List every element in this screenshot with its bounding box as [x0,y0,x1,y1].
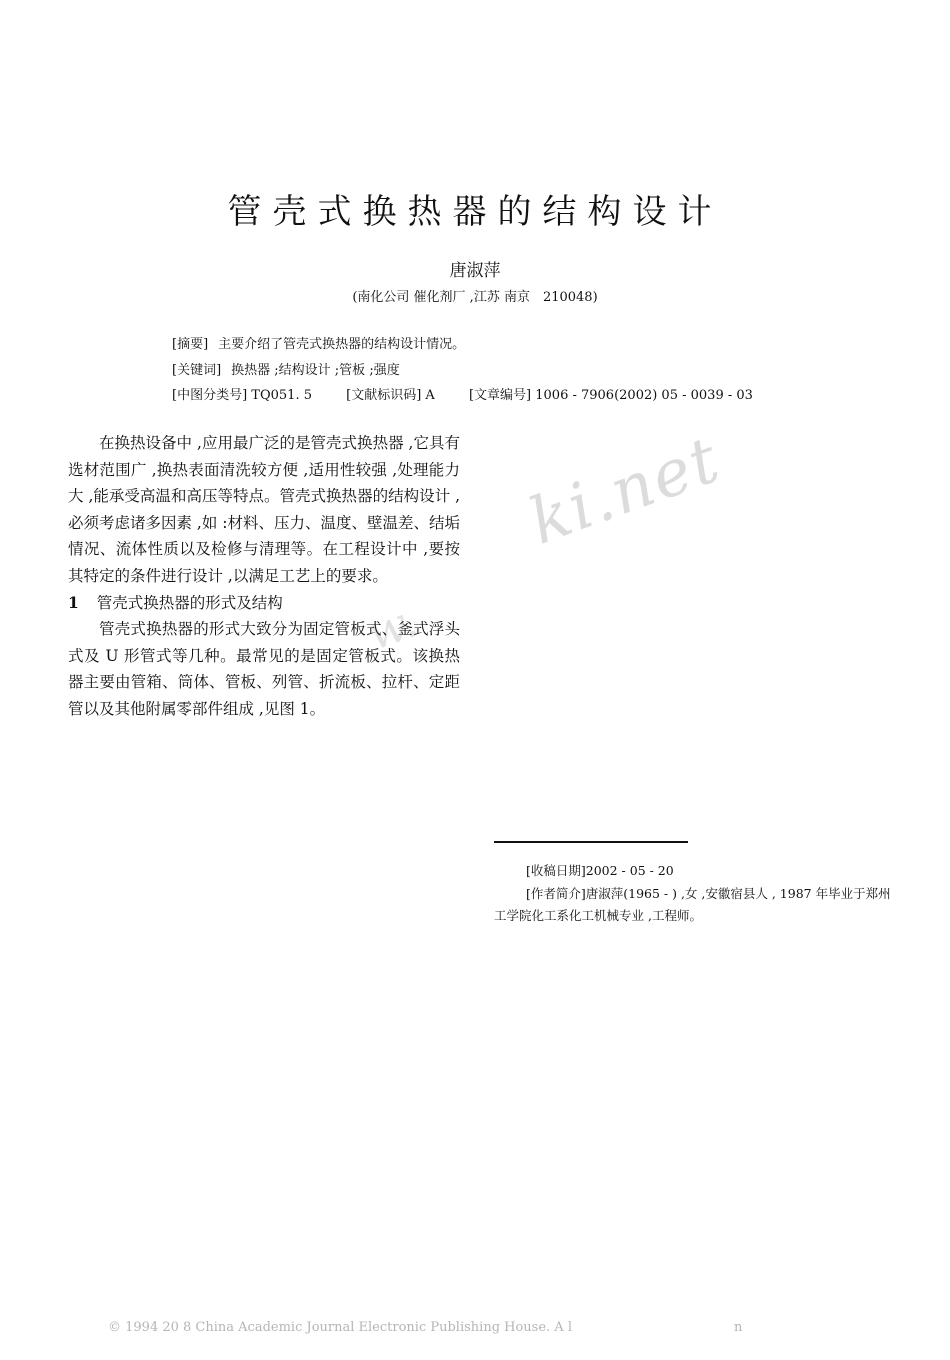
clc-value: TQ051. 5 [251,388,312,403]
doc-code-value: A [425,388,435,403]
footnote-received-date: [收稿日期]2002 - 05 - 20 [526,863,674,878]
paper-title: 管壳式换热器的结构设计 [227,192,723,232]
paragraph-intro: 在换热设备中 ,应用最广泛的是管壳式换热器 ,它具有选材范围广 ,换热表面清洗较方便 ,适用性较强 ,处理能力大 ,能承受高温和高压等特点。管壳式换热器的结构设计 ,必须考虑诸多因素 ,如 :材料、压力、温度、壁温差、结垢情况、流体性质以及检修与清理等。在工程设计中 ,要按其特定的条件进行设计 ,以满足工艺上的要求。 [68,434,461,585]
keywords-text: 换热器 ;结构设计 ;管板 ;强度 [231,363,400,378]
paragraph-structure: 管壳式换热器的形式大致分为固定管板式、釜式浮头式及 U 形管式等几种。最常见的是固定管板式。该换热器主要由管箱、筒体、管板、列管、折流板、拉杆、定距管以及其他附属零部件组成 ,见图 1。 [68,620,460,718]
clc-label: [中图分类号] [172,388,248,403]
watermark-text: ki.net [520,422,730,560]
keywords [172,359,400,378]
abstract-label: [摘要] [172,337,209,352]
article-no-label: [文章编号] [468,388,532,403]
body-text [68,430,460,723]
keywords-label: [关键词] [172,363,222,378]
author-name: 唐淑萍 [449,261,501,281]
section-number: 1 [68,592,79,612]
copyright-footer-tail: n [734,1320,743,1335]
watermark-text-secondary: w. [360,593,425,661]
article-no-value: 1006 - 7906(2002) 05 - 0039 - 03 [535,388,753,403]
abstract [172,333,465,352]
section-heading [68,590,460,617]
section-title: 管壳式换热器的形式及结构 [96,593,283,612]
footnote-divider [494,841,688,843]
classification-line [172,384,753,403]
footnote-author-bio: [作者简介]唐淑萍(1965 - ) ,女 ,安徽宿县人 , 1987 年毕业于郑州工学院化工系化工机械专业 ,工程师。 [494,886,891,923]
doc-code-label: [文献标识码] [346,388,422,403]
copyright-footer: © 1994 20 8 China Academic Journal Electronic Publishing House. A l [108,1320,572,1335]
abstract-text: 主要介绍了管壳式换热器的结构设计情况。 [218,337,466,352]
author-affiliation: (南化公司 催化剂厂 ,江苏 南京 210048) [352,290,598,305]
